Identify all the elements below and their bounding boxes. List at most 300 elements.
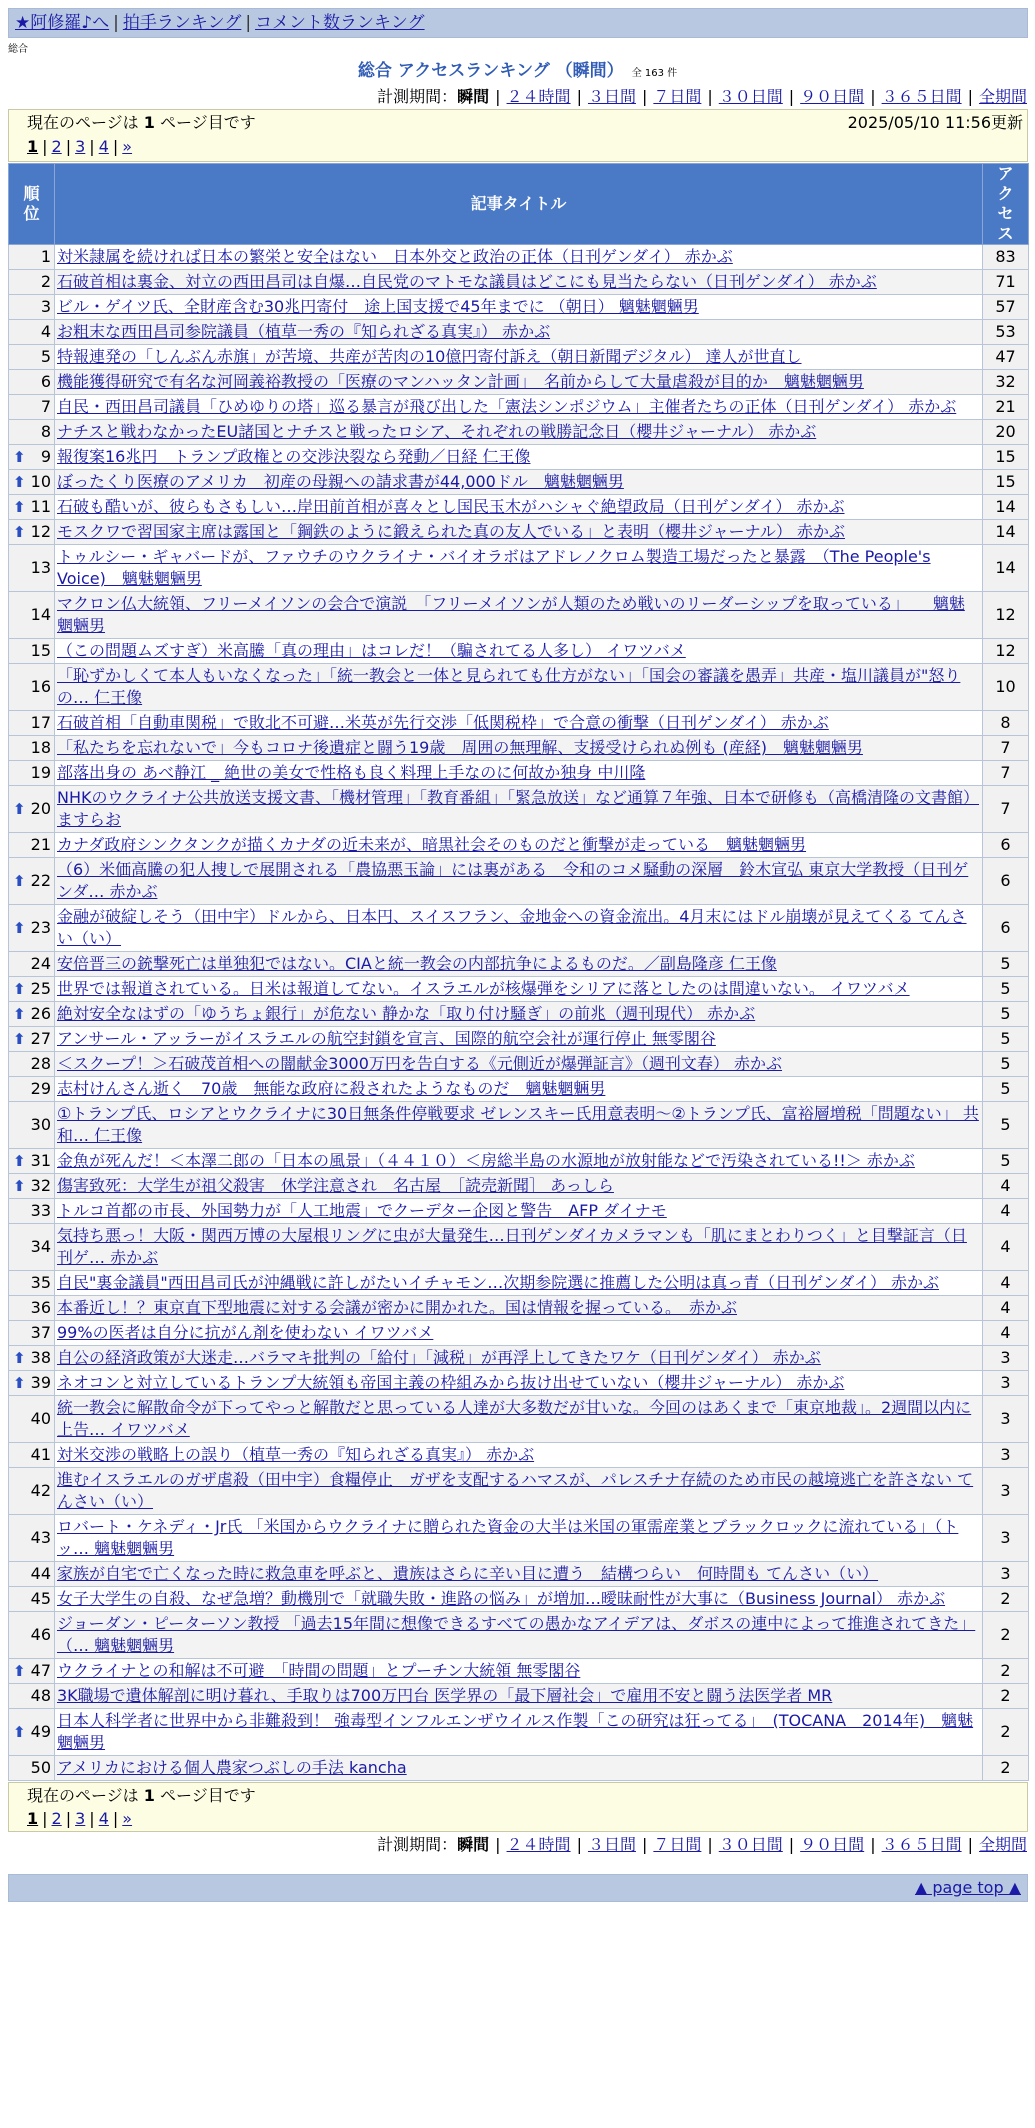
title-cell	[55, 1002, 983, 1027]
divider: |	[65, 1809, 72, 1828]
article-link[interactable]: ウクライナとの和解は不可避 「時間の問題」とプーチン大統領 無零閣谷	[57, 1661, 581, 1680]
access-count: 4	[983, 1199, 1029, 1224]
rank-number: 19	[30, 763, 51, 782]
up-arrow-icon: ⬆	[13, 1177, 26, 1195]
rank-number: 23	[30, 918, 51, 937]
title-cell	[55, 1321, 983, 1346]
access-count: 53	[983, 320, 1029, 345]
article-link[interactable]: 「私たちを忘れないで」今もコロナ後遺症と闘う19歳 周囲の無理解、支援受けられぬ例も (産経) 魑魅魍魎男	[57, 738, 863, 757]
ranking-row	[9, 295, 1029, 320]
period-link[interactable]: ３６５日間	[881, 1835, 962, 1854]
rank-cell	[9, 395, 55, 420]
ranking-row	[9, 1659, 1029, 1684]
ranking-row	[9, 786, 1029, 833]
rank-cell	[9, 1174, 55, 1199]
rank-number: 38	[30, 1348, 51, 1367]
title-cell	[55, 1468, 983, 1515]
rank-number: 9	[40, 447, 51, 466]
divider: |	[112, 137, 119, 156]
access-count: 5	[983, 1052, 1029, 1077]
divider: |	[113, 13, 119, 33]
article-link[interactable]: 金融が破綻しそう（田中宇）ドルから、日本円、スイスフラン、金地金への資金流出。4月末にはドル崩壊が見えてくる てんさい（い）	[57, 907, 967, 948]
page-status: 現在のページは 1 ページ目です	[27, 113, 256, 132]
article-link[interactable]: トゥルシー・ギャバードが、ファウチのウクライナ・バイオラボはアドレノクロム製造工場だったと暴露 （The People's Voice) 魑魅魍魎男	[57, 547, 931, 588]
article-link[interactable]: 3K職場で遺体解剖に明け暮れ、手取りは700万円台 医学界の「最下層社会」で雇用不安と闘う法医学者 MR	[57, 1686, 833, 1705]
access-count: 7	[983, 736, 1029, 761]
article-link[interactable]: マクロン仏大統領、フリーメイソンの会合で演説 「フリーメイソンが人類のため戦いのリーダーシップを取っている」 魑魅魍魎男	[57, 594, 965, 635]
divider: |	[967, 87, 973, 106]
rank-number: 33	[30, 1201, 51, 1220]
rank-number: 22	[30, 871, 51, 890]
article-link[interactable]: 女子大学生の自殺、なぜ急増？動機別で「就職失敗・進路の悩み」が増加…曖昧耐性が大事に（Business Journal） 赤かぶ	[57, 1589, 946, 1608]
divider: |	[870, 1835, 876, 1854]
access-count: 15	[983, 445, 1029, 470]
title-cell	[55, 295, 983, 320]
rank-cell	[9, 1199, 55, 1224]
rank-cell	[9, 639, 55, 664]
rank-cell	[9, 1102, 55, 1149]
rank-cell	[9, 786, 55, 833]
access-count: 2	[983, 1709, 1029, 1756]
access-count: 7	[983, 786, 1029, 833]
title-cell	[55, 1149, 983, 1174]
access-count: 2	[983, 1756, 1029, 1781]
rank-cell	[9, 1027, 55, 1052]
rank-number: 30	[30, 1115, 51, 1134]
article-link[interactable]: ＜スクープ！＞石破茂首相への闇献金3000万円を告白する《元側近が爆弾証言》（週刊文春） 赤かぶ	[57, 1054, 783, 1073]
title-cell	[55, 270, 983, 295]
article-link[interactable]: ①トランプ氏、ロシアとウクライナに30日無条件停戦要求 ゼレンスキー氏用意表明～②トランプ氏、富裕層増税「問題ない」 共和… 仁王像	[57, 1104, 979, 1145]
title-cell	[55, 470, 983, 495]
rank-cell	[9, 1587, 55, 1612]
updated-timestamp: 2025/05/10 11:56更新	[847, 113, 1023, 132]
ranking-row	[9, 639, 1029, 664]
article-link[interactable]: 99%の医者は自分に抗がん剤を使わない イワツバメ	[57, 1323, 434, 1342]
ranking-row	[9, 711, 1029, 736]
title-cell	[55, 1587, 983, 1612]
pager-link[interactable]: 4	[98, 1809, 109, 1828]
page-top-link[interactable]: ▲ page top ▲	[914, 1878, 1021, 1897]
article-link[interactable]: お粗末な西田昌司参院議員（植草一秀の『知られざる真実』） 赤かぶ	[57, 322, 551, 341]
divider: |	[42, 137, 48, 156]
ranking-row	[9, 1443, 1029, 1468]
access-count: 4	[983, 1321, 1029, 1346]
ranking-row	[9, 1709, 1029, 1756]
title-cell	[55, 905, 983, 952]
divider: |	[576, 1835, 582, 1854]
divider: |	[870, 87, 876, 106]
ranking-row	[9, 1271, 1029, 1296]
rank-cell	[9, 295, 55, 320]
title-cell	[55, 1396, 983, 1443]
period-current: 瞬間	[457, 87, 490, 106]
article-link[interactable]: 本番近し！？東京直下型地震に対する会議が密かに開かれた。国は情報を握っている。 赤かぶ	[57, 1298, 738, 1317]
rank-number: 20	[30, 799, 51, 818]
ranking-row	[9, 1562, 1029, 1587]
access-count: 3	[983, 1371, 1029, 1396]
pager-link[interactable]: 2	[51, 137, 62, 156]
pager-current[interactable]: 1	[27, 1809, 39, 1828]
ranking-row	[9, 1371, 1029, 1396]
article-link[interactable]: 対米交渉の戦略上の誤り（植草一秀の『知られざる真実』） 赤かぶ	[57, 1445, 535, 1464]
title-cell	[55, 545, 983, 592]
article-link[interactable]: 自公の経済政策が大迷走…バラマキ批判の「給付」「減税」が再浮上してきたワケ（日刊ゲンダイ） 赤かぶ	[57, 1348, 821, 1367]
access-count: 4	[983, 1224, 1029, 1271]
period-link[interactable]: 全期間	[978, 1835, 1027, 1854]
home-link[interactable]: ★阿修羅♪へ	[15, 13, 110, 33]
article-link[interactable]: 気持ち悪っ！大阪・関西万博の大屋根リングに虫が大量発生…日刊ゲンダイカメラマンも「肌にまとわりつく」と目撃証言（日刊ゲ… 赤かぶ	[57, 1226, 967, 1267]
rank-number: 46	[30, 1625, 51, 1644]
rank-cell	[9, 1296, 55, 1321]
rank-number: 10	[30, 472, 51, 491]
ranking-row	[9, 858, 1029, 905]
up-arrow-icon: ⬆	[13, 1662, 26, 1680]
rank-cell	[9, 420, 55, 445]
pager-link[interactable]: 3	[75, 137, 86, 156]
rank-number: 18	[30, 738, 51, 757]
footer-bar	[8, 1874, 1028, 1902]
article-link[interactable]: ナチスと戦わなかったEU諸国とナチスと戦ったロシア、それぞれの戦勝記念日（櫻井ジャーナル） 赤かぶ	[57, 422, 817, 441]
article-link[interactable]: ぼったくり医療のアメリカ 初産の母親への請求書が44,000ドル 魑魅魍魎男	[57, 472, 624, 491]
title-cell	[55, 952, 983, 977]
access-count: 3	[983, 1515, 1029, 1562]
ranking-row	[9, 1684, 1029, 1709]
rank-cell	[9, 952, 55, 977]
title-cell	[55, 639, 983, 664]
pager-link[interactable]: 4	[98, 137, 109, 156]
title-cell	[55, 858, 983, 905]
access-count: 12	[983, 639, 1029, 664]
article-link[interactable]: 機能獲得研究で有名な河岡義裕教授の「医療のマンハッタン計画」 名前からして大量虐殺が目的か 魑魅魍魎男	[57, 372, 864, 391]
rank-number: 32	[30, 1176, 51, 1195]
pager-current[interactable]: 1	[27, 137, 39, 156]
ranking-row	[9, 1002, 1029, 1027]
access-count: 47	[983, 345, 1029, 370]
title-cell	[55, 245, 983, 270]
divider: |	[42, 1809, 48, 1828]
access-count: 5	[983, 1102, 1029, 1149]
up-arrow-icon: ⬆	[13, 872, 26, 890]
ranking-title: 総合 アクセスランキング （瞬間）	[357, 61, 624, 81]
ranking-row	[9, 1027, 1029, 1052]
divider: |	[641, 1835, 648, 1854]
article-link[interactable]: ビル・ゲイツ氏、全財産含む30兆円寄付 途上国支援で45年までに （朝日） 魑魅魍魎男	[57, 297, 699, 316]
ranking-row	[9, 470, 1029, 495]
pager-next[interactable]: »	[122, 137, 133, 156]
article-link[interactable]: 日本人科学者に世界中から非難殺到！ 強毒型インフルエンザウイルス作製「この研究は狂ってる」 (TOCANA 2014年) 魑魅魍魎男	[57, 1711, 974, 1752]
up-arrow-icon: ⬆	[13, 473, 26, 491]
ranking-row	[9, 1174, 1029, 1199]
divider: |	[245, 13, 252, 33]
rank-number: 35	[30, 1273, 51, 1292]
divider: |	[65, 137, 72, 156]
access-count: 5	[983, 977, 1029, 1002]
access-count: 3	[983, 1346, 1029, 1371]
rank-number: 39	[30, 1373, 51, 1392]
ranking-row	[9, 1396, 1029, 1443]
article-link[interactable]: 特報連発の「しんぶん赤旗」が苦境、共産が苦肉の10億円寄付訴え（朝日新聞デジタル） 達人が世直し	[57, 347, 802, 366]
period-link[interactable]: ９０日間	[800, 1835, 865, 1854]
period-selector-bottom	[377, 1834, 1027, 1856]
title-cell	[55, 1077, 983, 1102]
title-cell	[55, 711, 983, 736]
access-count: 2	[983, 1684, 1029, 1709]
page-title	[0, 60, 1035, 85]
article-link[interactable]: 金魚が死んだ！＜本澤二郎の「日本の風景」（４４１０）＜房総半島の水源地が放射能などで汚染されている!!＞ 赤かぶ	[57, 1151, 915, 1170]
period-link[interactable]: ７日間	[653, 87, 702, 106]
title-cell	[55, 786, 983, 833]
ranking-row	[9, 1149, 1029, 1174]
title-cell	[55, 1224, 983, 1271]
period-link[interactable]: ２４時間	[506, 87, 571, 106]
rank-number: 4	[40, 322, 51, 341]
access-count: 14	[983, 495, 1029, 520]
title-cell	[55, 1684, 983, 1709]
access-count: 3	[983, 1443, 1029, 1468]
rank-number: 29	[30, 1079, 51, 1098]
top-nav-bar	[8, 8, 1028, 38]
rank-number: 43	[30, 1528, 51, 1547]
rank-number: 50	[30, 1758, 51, 1777]
title-cell	[55, 1562, 983, 1587]
article-link[interactable]: アメリカにおける個人農家つぶしの手法 kancha	[57, 1758, 407, 1777]
rank-cell	[9, 445, 55, 470]
period-link[interactable]: ３０日間	[718, 1835, 783, 1854]
rank-cell	[9, 1684, 55, 1709]
up-arrow-icon: ⬆	[13, 1005, 26, 1023]
rank-number: 8	[40, 422, 51, 441]
page-info-box-bottom	[8, 1782, 1028, 1832]
divider: |	[788, 87, 795, 106]
title-cell	[55, 977, 983, 1002]
ranking-table	[8, 163, 1029, 1781]
rank-number: 42	[30, 1481, 51, 1500]
article-link[interactable]: ジョーダン・ピーターソン教授 「過去15年間に想像できるすべての愚かなアイデアは、ダボスの連中によって推進されてきた」（… 魑魅魍魎男	[57, 1614, 976, 1655]
ranking-row	[9, 1587, 1029, 1612]
article-link[interactable]: 石破も酷いが、彼らもさもしい…岸田前首相が喜々とし国民玉木がハシャぐ絶望政局（日刊ゲンダイ） 赤かぶ	[57, 497, 845, 516]
rank-number: 37	[30, 1323, 51, 1342]
rank-number: 24	[30, 954, 51, 973]
rank-number: 27	[30, 1029, 51, 1048]
period-label: 計測期間：	[377, 1835, 458, 1854]
divider: |	[89, 1809, 95, 1828]
title-cell	[55, 1756, 983, 1781]
ranking-row	[9, 345, 1029, 370]
period-link[interactable]: ７日間	[653, 1835, 702, 1854]
article-link[interactable]: アンサール・アッラーがイスラエルの航空封鎖を宣言、国際的航空会社が運行停止 無零閣谷	[57, 1029, 716, 1048]
ranking-row	[9, 420, 1029, 445]
title-cell	[55, 1296, 983, 1321]
access-count: 5	[983, 1002, 1029, 1027]
period-link[interactable]: ３日間	[587, 1835, 636, 1854]
rank-number: 28	[30, 1054, 51, 1073]
rank-cell	[9, 370, 55, 395]
divider: |	[967, 1835, 973, 1854]
title-cell	[55, 1371, 983, 1396]
ranking-row	[9, 977, 1029, 1002]
ranking-row	[9, 495, 1029, 520]
access-count: 15	[983, 470, 1029, 495]
title-cell	[55, 736, 983, 761]
article-link[interactable]: 自民・西田昌司議員「ひめゆりの塔」巡る暴言が飛び出した「憲法シンポジウム」主催者たちの正体（日刊ゲンダイ） 赤かぶ	[57, 397, 957, 416]
title-cell	[55, 664, 983, 711]
access-count: 83	[983, 245, 1029, 270]
article-link[interactable]: （6）米価高騰の犯人捜しで展開される「農協悪玉論」には裏がある 令和のコメ騒動の深層 鈴木宣弘 東京大学教授（日刊ゲンダ… 赤かぶ	[57, 860, 969, 901]
access-count: 4	[983, 1174, 1029, 1199]
rank-number: 21	[30, 835, 51, 854]
ranking-row	[9, 395, 1029, 420]
article-link[interactable]: 世界では報道されている。日米は報道してない。イスラエルが核爆弾をシリアに落としたのは間違いない。 イワツバメ	[57, 979, 910, 998]
article-link[interactable]: （この問題ムズすぎ）米高騰「真の理由」はコレだ！（騙されてる人多し） イワツバメ	[57, 641, 686, 660]
title-cell	[55, 761, 983, 786]
article-link[interactable]: 報復案16兆円 トランプ政権との交渉決裂なら発動／日経 仁王像	[57, 447, 531, 466]
divider: |	[495, 1835, 501, 1854]
ranking-row	[9, 1296, 1029, 1321]
rank-number: 17	[30, 713, 51, 732]
title-cell	[55, 320, 983, 345]
up-arrow-icon: ⬆	[13, 448, 26, 466]
rank-cell	[9, 1346, 55, 1371]
article-link[interactable]: 「恥ずかしくて本人もいなくなった」「統一教会と一体と見られても仕方がない」「国会の審議を愚弄」共産・塩川議員が"怒りの… 仁王像	[57, 666, 961, 707]
title-cell	[55, 420, 983, 445]
rank-number: 1	[40, 247, 51, 266]
up-arrow-icon: ⬆	[13, 523, 26, 541]
access-count: 4	[983, 1271, 1029, 1296]
divider: |	[495, 87, 501, 106]
ranking-row	[9, 320, 1029, 345]
access-count: 2	[983, 1612, 1029, 1659]
access-count: 5	[983, 1027, 1029, 1052]
rank-cell	[9, 761, 55, 786]
rank-number: 48	[30, 1686, 51, 1705]
article-link[interactable]: 石破首相「自動車関税」で敗北不可避…米英が先行交渉「低関税枠」で合意の衝撃（日刊ゲンダイ） 赤かぶ	[57, 713, 829, 732]
rank-cell	[9, 520, 55, 545]
period-link[interactable]: ２４時間	[506, 1835, 571, 1854]
title-cell	[55, 495, 983, 520]
rank-cell	[9, 592, 55, 639]
rank-cell	[9, 1756, 55, 1781]
title-cell	[55, 345, 983, 370]
rank-cell	[9, 1271, 55, 1296]
article-link[interactable]: モスクワで習国家主席は露国と「鋼鉄のように鍛えられた真の友人でいる」と表明（櫻井ジャーナル） 赤かぶ	[57, 522, 845, 541]
pager-link[interactable]: 2	[51, 1809, 62, 1828]
article-link[interactable]: 志村けんさん逝く 70歳 無能な政府に殺されたようなものだ 魑魅魍魎男	[57, 1079, 606, 1098]
access-count: 20	[983, 420, 1029, 445]
ranking-row	[9, 1077, 1029, 1102]
ranking-row	[9, 270, 1029, 295]
title-cell	[55, 1443, 983, 1468]
article-link[interactable]: 進むイスラエルのガザ虐殺（田中宇）食糧停止 ガザを支配するハマスが、パレスチナ存続のため市民の越境逃亡を許さない てんさい（い）	[57, 1470, 974, 1511]
ranking-row	[9, 736, 1029, 761]
ranking-row	[9, 245, 1029, 270]
period-link[interactable]: ３日間	[587, 87, 636, 106]
rank-cell	[9, 858, 55, 905]
page-info-box-top	[8, 109, 1028, 162]
up-arrow-icon: ⬆	[13, 1349, 26, 1367]
article-link[interactable]: ネオコンと対立しているトランプ大統領も帝国主義の枠組みから抜け出せていない（櫻井ジャーナル） 赤かぶ	[57, 1373, 845, 1392]
rank-number: 16	[30, 677, 51, 696]
rank-cell	[9, 270, 55, 295]
ranking-row	[9, 1756, 1029, 1781]
title-cell	[55, 520, 983, 545]
period-link[interactable]: ３０日間	[718, 87, 783, 106]
article-link[interactable]: 絶対安全なはずの「ゆうちょ銀行」が危ない 静かな「取り付け騒ぎ」の前兆（週刊現代） 赤かぶ	[57, 1004, 756, 1023]
ranking-row	[9, 1468, 1029, 1515]
rank-number: 31	[30, 1151, 51, 1170]
pager-next[interactable]: »	[122, 1809, 133, 1828]
ranking-row	[9, 761, 1029, 786]
clap-ranking-link[interactable]: 拍手ランキング	[122, 13, 242, 33]
rank-number: 26	[30, 1004, 51, 1023]
rank-number: 44	[30, 1564, 51, 1583]
title-cell	[55, 1174, 983, 1199]
pager-bottom	[27, 1808, 132, 1830]
rank-cell	[9, 1709, 55, 1756]
rank-cell	[9, 1077, 55, 1102]
article-link[interactable]: 石破首相は裏金、対立の西田昌司は自爆…自民党のマトモな議員はどこにも見当たらない（日刊ゲンダイ） 赤かぶ	[57, 272, 877, 291]
rank-cell	[9, 1562, 55, 1587]
period-link[interactable]: 全期間	[978, 87, 1027, 106]
period-link[interactable]: ３６５日間	[881, 87, 962, 106]
access-count: 21	[983, 395, 1029, 420]
article-link[interactable]: 傷害致死：大学生が祖父殺害 休学注意され 名古屋 ［読売新聞］ あっしら	[57, 1176, 614, 1195]
page-status: 現在のページは 1 ページ目です	[27, 1786, 256, 1805]
pager-top	[27, 136, 132, 158]
access-count: 2	[983, 1659, 1029, 1684]
rank-number: 25	[30, 979, 51, 998]
article-link[interactable]: ロバート・ケネディ・Jr氏 「米国からウクライナに贈られた資金の大半は米国の軍需産業とブラックロックに流れている」（トッ… 魑魅魍魎男	[57, 1517, 959, 1558]
up-arrow-icon: ⬆	[13, 1030, 26, 1048]
up-arrow-icon: ⬆	[13, 919, 26, 937]
rank-cell	[9, 495, 55, 520]
rank-cell	[9, 1002, 55, 1027]
period-selector-top	[377, 86, 1027, 108]
rank-cell	[9, 1321, 55, 1346]
article-link[interactable]: 安倍晋三の銃撃死亡は単独犯ではない。CIAと統一教会の内部抗争によるものだ。／副島隆彦 仁王像	[57, 954, 777, 973]
access-count: 2	[983, 1587, 1029, 1612]
ranking-row	[9, 1224, 1029, 1271]
access-count: 6	[983, 905, 1029, 952]
article-link[interactable]: 対米隷属を続ければ日本の繁栄と安全はない 日本外交と政治の正体（日刊ゲンダイ） 赤かぶ	[57, 247, 733, 266]
rank-number: 36	[30, 1298, 51, 1317]
article-link[interactable]: 家族が自宅で亡くなった時に救急車を呼ぶと、遺族はさらに辛い目に遭う 結構つらい 何時間も てんさい（い）	[57, 1564, 879, 1583]
total-count: 全 163 件	[631, 68, 678, 79]
article-link[interactable]: 自民"裏金議員"西田昌司氏が沖縄戦に許しがたいイチャモン…次期参院選に推薦した公明は真っ青（日刊ゲンダイ） 赤かぶ	[57, 1273, 940, 1292]
rank-cell	[9, 545, 55, 592]
access-count: 6	[983, 858, 1029, 905]
article-link[interactable]: 部落出身の あべ静江 _ 絶世の美女で性格も良く料理上手なのに何故か独身 中川隆	[57, 763, 646, 782]
rank-number: 11	[30, 497, 51, 516]
article-link[interactable]: カナダ政府シンクタンクが描くカナダの近未来が、暗黒社会そのものだと衝撃が走っている 魑魅魍魎男	[57, 835, 807, 854]
rank-number: 15	[30, 641, 51, 660]
header-rank: 順位	[9, 164, 55, 245]
article-link[interactable]: 統一教会に解散命令が下ってやっと解散だと思っている人達が大多数だが甘いな。今回のはあくまで「東京地裁」。2週間以内に上告… イワツバメ	[57, 1398, 972, 1439]
pager-link[interactable]: 3	[75, 1809, 86, 1828]
access-count: 32	[983, 370, 1029, 395]
rank-number: 12	[30, 522, 51, 541]
divider: |	[89, 137, 95, 156]
article-link[interactable]: NHKのウクライナ公共放送支援文書、「機材管理」「教育番組」「緊急放送」など通算７年強、日本で研修も（高橋清隆の文書館） ますらお	[57, 788, 980, 829]
article-link[interactable]: トルコ首都の市長、外国勢力が「人工地震」でクーデター企図と警告 AFP ダイナモ	[57, 1201, 667, 1220]
up-arrow-icon: ⬆	[13, 1374, 26, 1392]
up-arrow-icon: ⬆	[13, 800, 26, 818]
rank-number: 14	[30, 605, 51, 624]
comment-ranking-link[interactable]: コメント数ランキング	[255, 13, 425, 33]
rank-cell	[9, 470, 55, 495]
period-link[interactable]: ９０日間	[800, 87, 865, 106]
access-count: 6	[983, 833, 1029, 858]
title-cell	[55, 1709, 983, 1756]
